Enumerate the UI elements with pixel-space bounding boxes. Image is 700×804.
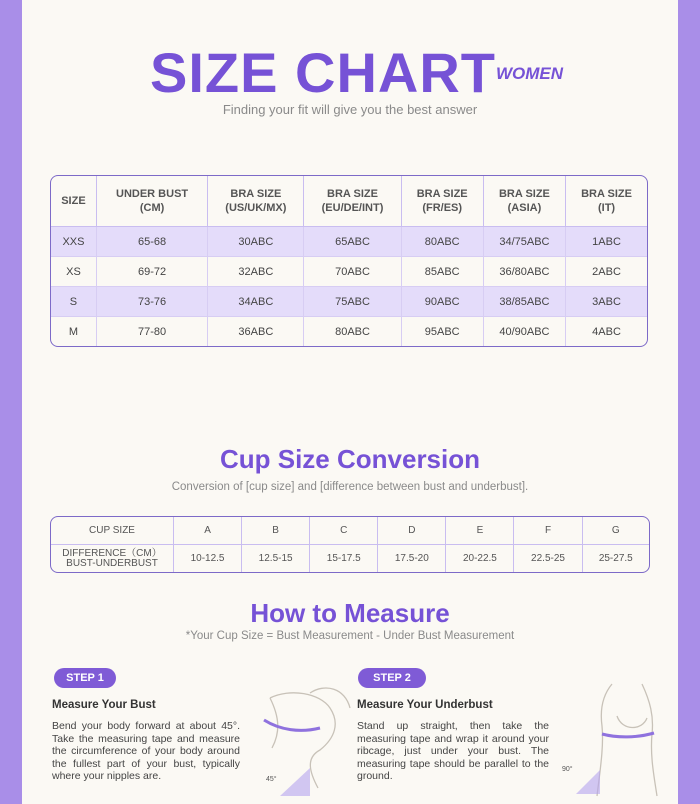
cup-cell: C <box>310 517 378 545</box>
table-cell: 75ABC <box>304 287 401 317</box>
cup-cell: B <box>242 517 310 545</box>
row-header: DIFFERENCE（CM） BUST-UNDERBUST <box>51 545 174 572</box>
measure-section-title: How to Measure <box>250 598 450 628</box>
table-cell: 70ABC <box>304 257 401 287</box>
table-cell: S <box>51 287 97 317</box>
table-cell: 3ABC <box>566 287 647 317</box>
category-tag: WOMEN <box>496 64 564 83</box>
table-row <box>51 287 647 317</box>
table-cell: 40/90ABC <box>484 317 566 346</box>
cup-cell: E <box>446 517 514 545</box>
table-cell: 34/75ABC <box>484 227 566 257</box>
size-table <box>50 175 648 347</box>
table-cell: 32ABC <box>208 257 304 287</box>
table-cell: 38/85ABC <box>484 287 566 317</box>
difference-cell: 20-22.5 <box>446 545 514 572</box>
table-cell: 80ABC <box>304 317 401 346</box>
table-cell: 2ABC <box>566 257 647 287</box>
measure-note: *Your Cup Size = Bust Measurement - Under Bust Measurement <box>185 630 515 642</box>
table-cell: 1ABC <box>566 227 647 257</box>
table-cell: 30ABC <box>208 227 304 257</box>
table-row <box>51 317 647 346</box>
table-cell: 34ABC <box>208 287 304 317</box>
step-2-text: Stand up straight, then take the measuring tape and wrap it around your ribcage, just under your bust. The measuring tape should be parallel to the ground. <box>357 720 549 782</box>
table-row <box>51 227 647 257</box>
cup-section-title: Cup Size Conversion <box>219 444 481 474</box>
column-header: BRA SIZE (US/UK/MX) <box>208 176 304 227</box>
column-header: BRA SIZE (FR/ES) <box>402 176 484 227</box>
step-2-title: Measure Your Underbust <box>357 699 493 711</box>
table-cell: 65-68 <box>97 227 208 257</box>
table-cell: 65ABC <box>304 227 401 257</box>
difference-cell: 12.5-15 <box>242 545 310 572</box>
difference-row <box>51 545 649 572</box>
table-cell: 85ABC <box>402 257 484 287</box>
table-cell: 4ABC <box>592 325 621 338</box>
size-chart-page <box>22 0 678 804</box>
difference-cell: 10-12.5 <box>174 545 242 572</box>
table-cell: 36ABC <box>208 317 304 346</box>
page-subtitle: Finding your fit will give you the best answer <box>222 102 478 117</box>
table-cell: XS <box>51 257 97 287</box>
step-2-badge: STEP 2 <box>358 668 426 688</box>
table-cell: 73-76 <box>97 287 208 317</box>
size-table-header <box>51 176 647 227</box>
underbust-measure-illustration <box>562 676 674 798</box>
cup-table <box>50 516 650 573</box>
row-header: CUP SIZE <box>51 517 174 545</box>
cup-row <box>51 517 649 545</box>
column-header: BRA SIZE (EU/DE/INT) <box>304 176 401 227</box>
difference-cell: 25-27.5 <box>598 553 633 564</box>
cup-cell: F <box>514 517 582 545</box>
column-header: BRA SIZE (ASIA) <box>484 176 566 227</box>
table-cell: 36/80ABC <box>484 257 566 287</box>
difference-cell: 15-17.5 <box>310 545 378 572</box>
column-header: BRA SIZE (IT) <box>566 176 647 227</box>
step-1-angle-label: 45° <box>266 776 277 783</box>
step-1-title: Measure Your Bust <box>52 699 156 711</box>
table-cell: 77-80 <box>97 317 208 346</box>
page-title: SIZE CHART <box>150 41 496 104</box>
header <box>22 40 678 110</box>
table-cell: 80ABC <box>402 227 484 257</box>
step-2-angle-label: 90° <box>562 766 573 773</box>
table-cell: 95ABC <box>402 317 484 346</box>
table-cell: 69-72 <box>97 257 208 287</box>
table-cell: XXS <box>51 227 97 257</box>
cup-cell: G <box>583 517 649 545</box>
column-header: SIZE <box>51 176 97 227</box>
difference-cell: 22.5-25 <box>514 545 582 572</box>
table-cell: 90ABC <box>402 287 484 317</box>
cup-cell: A <box>174 517 242 545</box>
step-1-badge: STEP 1 <box>54 668 116 688</box>
table-row <box>51 257 647 287</box>
table-cell: M <box>51 317 97 346</box>
step-1-text: Bend your body forward at about 45°. Take the measuring tape and measure the circumference of your body around the fullest part of your bust, typically where your nipples are. <box>52 720 240 782</box>
difference-cell: 17.5-20 <box>378 545 446 572</box>
cup-cell: D <box>378 517 446 545</box>
cup-section-subtitle: Conversion of [cup size] and [difference between bust and underbust]. <box>171 481 529 493</box>
column-header: UNDER BUST (CM) <box>97 176 208 227</box>
